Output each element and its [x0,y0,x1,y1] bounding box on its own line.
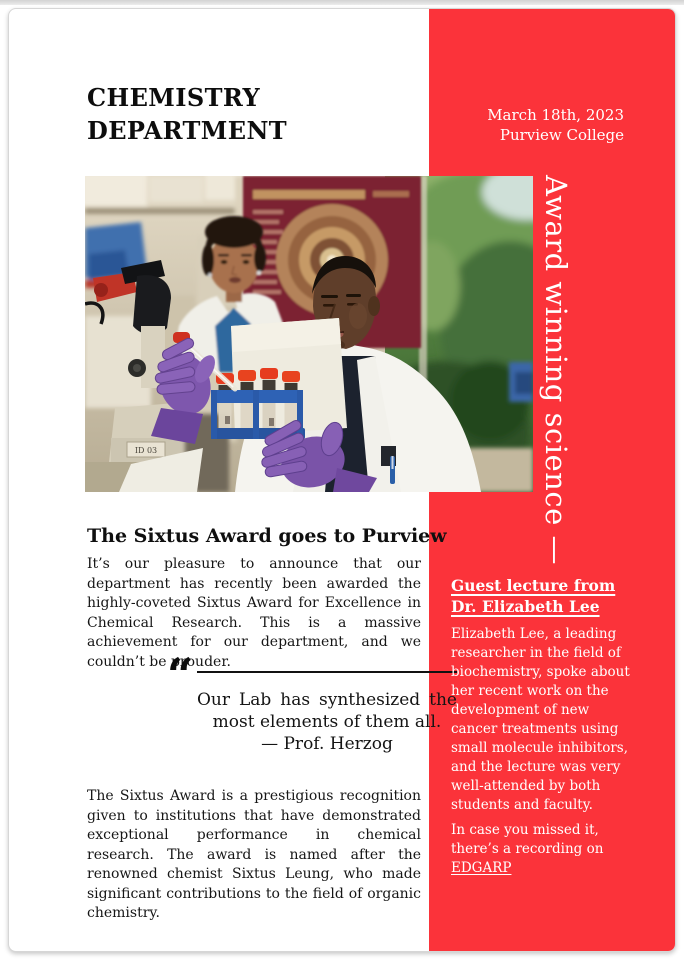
blue-apparatus [509,362,533,402]
dateline-date: March 18th, 2023 [487,106,624,124]
quote-rule [197,671,457,673]
lab-photo-illustration [85,176,533,492]
quote-text: Our Lab has synthesized the most elements of them all. [197,690,457,732]
sidebar-note [451,821,637,878]
quote-attribution: — Prof. Herzog [261,734,393,754]
sidebar-body: Elizabeth Lee, a leading researcher in the field of biochemistry, spoke about her recent work on the development of new cancer treatments using small molecule inhibitors, and the lecture was very well-attended by both students and faculty. [451,626,630,813]
newsletter-page [8,8,676,952]
lab-photo [85,176,533,492]
quote-mark-icon: “ [167,648,194,702]
equipment-label: ID 03 [134,446,158,455]
masthead-title: CHEMISTRY DEPARTMENT [87,83,288,145]
sidebar-note-text: In case you missed it, there’s a recording on [451,822,604,857]
recording-link[interactable]: EDGARP [451,860,512,876]
article-heading: The Sixtus Award goes to Purview [87,525,447,547]
article-para-1: It’s our pleasure to announce that our department has recently been awarded the highly-coveted Sixtus Award for Excellence in Chemical Research. This is a massive achievement for our department, and we couldn’t be prouder. [87,556,421,670]
sidebar-heading-link[interactable]: Guest lecture from Dr. Elizabeth Lee [451,576,616,616]
article-para-2: The Sixtus Award is a prestigious recognition given to institutions that have demonstrated exceptional performance in chemical research. The award is named after the renowned chemist Sixtus Leung, who made significant contributions to the field of organic chemistry. [87,788,421,921]
dateline-org: Purview College [499,126,624,144]
pull-quote [197,689,457,755]
sidebar [451,575,637,878]
vertical-banner: Award winning science — [539,175,573,565]
window-edge [0,0,684,5]
dateline [487,105,624,145]
